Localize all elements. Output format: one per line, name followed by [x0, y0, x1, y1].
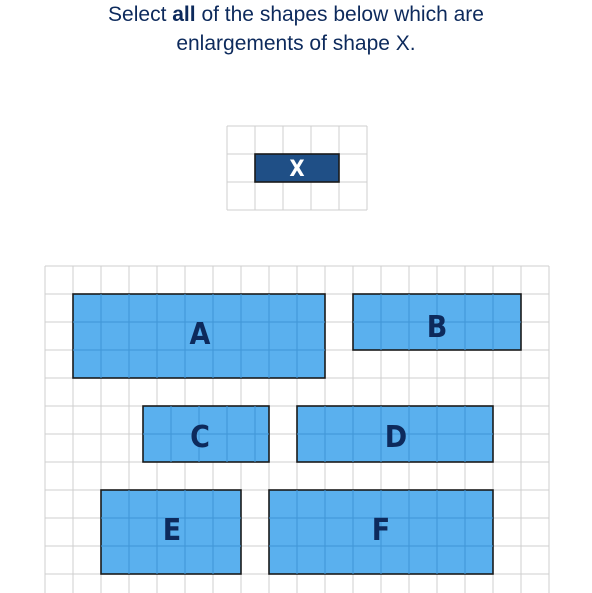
shape-f[interactable]: [269, 490, 493, 574]
shape-x: [255, 154, 339, 182]
shape-d-label: D: [384, 420, 408, 455]
shape-e[interactable]: [101, 490, 241, 574]
question-emphasis: all: [172, 3, 196, 26]
shape-a[interactable]: [73, 294, 325, 378]
shape-x-label: X: [289, 157, 305, 182]
question-line-1-start: Select: [108, 3, 173, 26]
question-line-2: enlargements of shape X.: [176, 32, 416, 55]
shape-e-label: E: [162, 513, 182, 548]
shape-b[interactable]: [353, 294, 521, 350]
shape-a-label: A: [189, 317, 211, 352]
shape-b-label: B: [426, 310, 448, 345]
question-line-1-end: of the shapes below which are: [195, 3, 484, 26]
shape-c-label: C: [190, 420, 210, 455]
shape-c[interactable]: [143, 406, 269, 462]
shape-d[interactable]: [297, 406, 493, 462]
shape-f-label: F: [371, 513, 391, 548]
